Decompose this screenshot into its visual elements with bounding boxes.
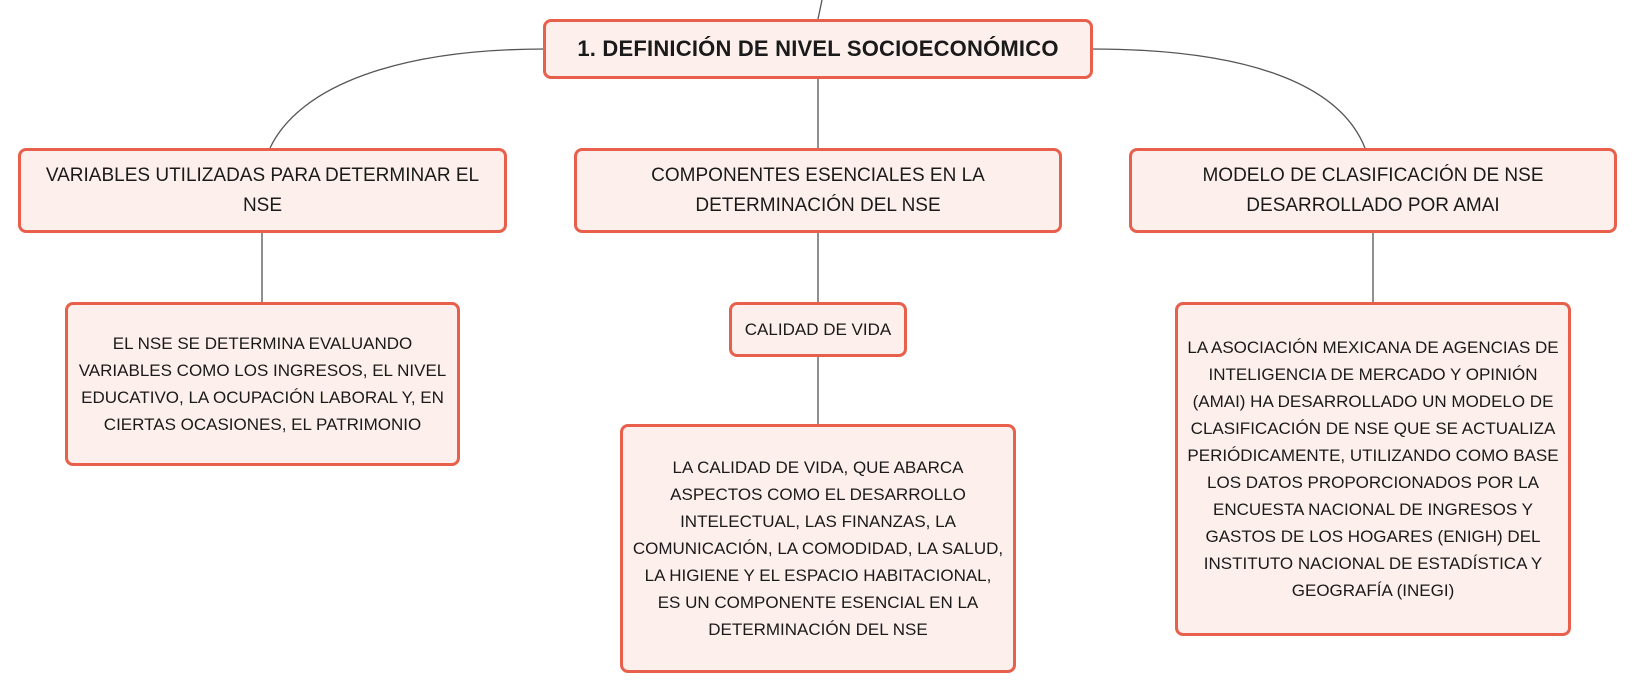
connector-root-to-variables <box>270 49 545 148</box>
topic-variables-nse[interactable] <box>18 148 507 233</box>
topic-variables-detail-label: EL NSE SE DETERMINA EVALUANDO VARIABLES COMO LOS INGRESOS, EL NIVEL EDUCATIVO, LA OCUPACIÓN LABORAL Y, EN CIERTAS OCASIONES, EL PATRIMONIO <box>78 334 447 434</box>
topic-calidad-de-vida-label: CALIDAD DE VIDA <box>744 319 892 339</box>
topic-modelo-amai-label: MODELO DE CLASIFICACIÓN DE NSE DESARROLLADO POR AMAI <box>1202 164 1544 216</box>
topic-componentes-esenciales-label: COMPONENTES ESENCIALES EN LA DETERMINACIÓN DEL NSE <box>651 164 985 216</box>
topic-variables-detail[interactable] <box>65 302 460 466</box>
connector-root-to-modelo <box>1091 49 1365 148</box>
topic-amai-detail-label: LA ASOCIACIÓN MEXICANA DE AGENCIAS DE INTELIGENCIA DE MERCADO Y OPINIÓN (AMAI) HA DESARROLLADO UN MODELO DE CLASIFICACIÓN DE NSE QUE SE ACTUALIZA PERIÓDICAMENTE, UTILIZANDO COMO BASE LOS DATOS PROPORCIONADOS POR LA ENCUESTA NACIONAL DE INGRESOS Y GASTOS DE LOS HOGARES (ENIGH) DEL INSTITUTO NACIONAL DE ESTADÍSTICA Y GEOGRAFÍA (INEGI) <box>1187 338 1559 600</box>
topic-calidad-de-vida[interactable] <box>729 302 907 357</box>
topic-calidad-detail-label: LA CALIDAD DE VIDA, QUE ABARCA ASPECTOS COMO EL DESARROLLO INTELECTUAL, LAS FINANZAS, LA COMUNICACIÓN, LA COMODIDAD, LA SALUD, LA HIGIENE Y EL ESPACIO HABITACIONAL, ES UN COMPONENTE ESENCIAL EN LA DETERMINACIÓN DEL NSE <box>632 458 1004 639</box>
topic-calidad-detail[interactable] <box>620 424 1016 673</box>
topic-modelo-amai[interactable] <box>1129 148 1617 233</box>
topic-componentes-esenciales[interactable] <box>574 148 1062 233</box>
topic-amai-detail[interactable] <box>1175 302 1571 636</box>
root-topic-label: 1. DEFINICIÓN DE NIVEL SOCIOECONÓMICO <box>577 36 1059 61</box>
connector-parent-to-root <box>818 0 822 19</box>
topic-variables-nse-label: VARIABLES UTILIZADAS PARA DETERMINAR EL NSE <box>45 164 480 216</box>
root-topic[interactable] <box>543 19 1093 79</box>
